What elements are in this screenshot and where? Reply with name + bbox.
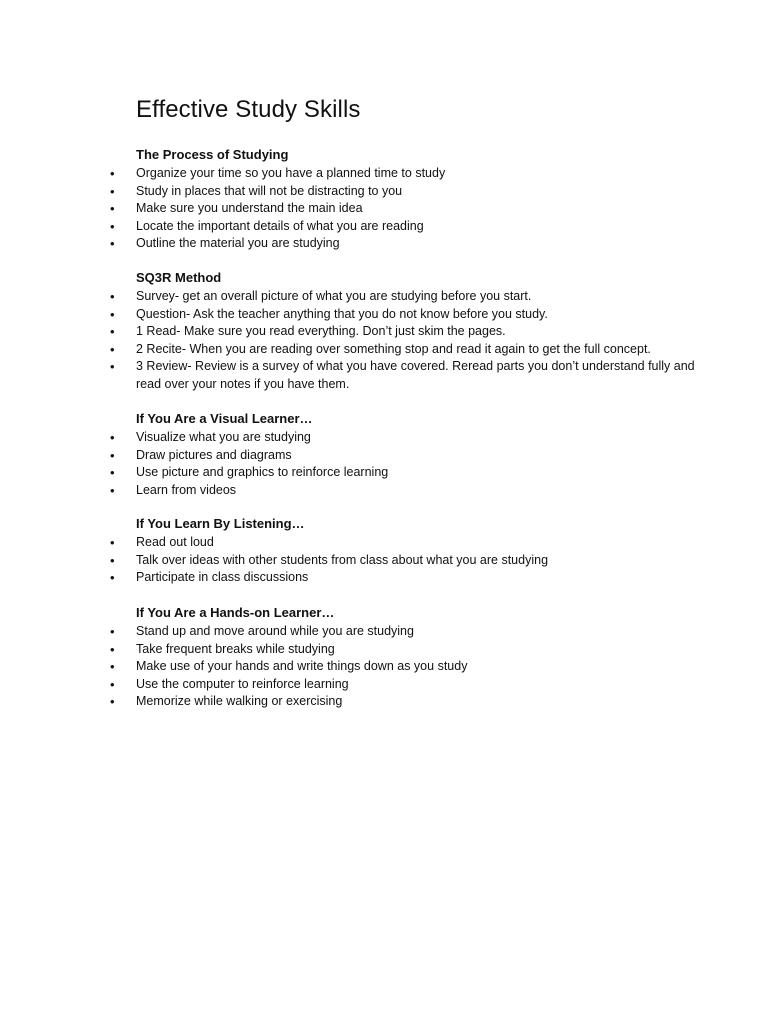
list-item xyxy=(0,288,696,306)
bullet-list xyxy=(0,165,768,253)
bullet-list xyxy=(0,429,768,499)
bullet-icon: • xyxy=(110,552,115,568)
bullet-icon: • xyxy=(110,236,115,251)
section-heading: The Process of Studying xyxy=(136,147,289,162)
bullet-icon: • xyxy=(110,183,115,199)
bullet-icon: • xyxy=(110,624,115,639)
bullet-icon: • xyxy=(110,676,115,692)
list-item-text: Question- Ask the teacher anything that you do not know before you study. xyxy=(136,306,548,321)
list-item xyxy=(0,323,696,341)
section-heading: SQ3R Method xyxy=(136,270,222,285)
list-item-text: Use picture and graphics to reinforce learning xyxy=(136,465,389,479)
section-heading: If You Learn By Listening… xyxy=(136,516,305,531)
list-item xyxy=(0,534,696,552)
bullet-icon: • xyxy=(110,359,115,374)
list-item-text: Visualize what you are studying xyxy=(136,430,311,444)
list-item-text: Learn from videos xyxy=(136,482,237,497)
bullet-icon: • xyxy=(110,482,115,498)
bullet-list xyxy=(0,623,768,711)
list-item xyxy=(0,306,696,324)
bullet-list xyxy=(0,288,768,393)
bullet-icon: • xyxy=(110,201,115,216)
bullet-icon: • xyxy=(110,306,115,322)
list-item xyxy=(0,482,696,500)
list-item xyxy=(0,165,696,183)
bullet-icon: • xyxy=(110,341,115,357)
list-item xyxy=(0,358,696,393)
bullet-icon: • xyxy=(110,447,115,463)
bullet-icon: • xyxy=(110,430,115,445)
bullet-icon: • xyxy=(110,570,115,585)
list-item-text: Stand up and move around while you are studying xyxy=(136,624,414,638)
list-item-text: 1 Read- Make sure you read everything. Don’t just skim the pages. xyxy=(136,324,506,338)
list-item xyxy=(0,183,696,201)
bullet-icon: • xyxy=(110,641,115,657)
list-item-text: Use the computer to reinforce learning xyxy=(136,676,349,691)
bullet-icon: • xyxy=(110,465,115,480)
list-item xyxy=(0,447,696,465)
list-item-text: Take frequent breaks while studying xyxy=(136,641,335,656)
list-item xyxy=(0,464,696,482)
list-item-text: Talk over ideas with other students from class about what you are studying xyxy=(136,552,549,567)
list-item-text: Draw pictures and diagrams xyxy=(136,447,292,462)
list-item xyxy=(0,429,696,447)
list-item xyxy=(0,569,696,587)
bullet-icon: • xyxy=(110,535,115,550)
list-item xyxy=(0,200,696,218)
list-item xyxy=(0,235,696,253)
document-title: Effective Study Skills xyxy=(136,96,361,123)
list-item-text: Make sure you understand the main idea xyxy=(136,201,363,215)
bullet-list xyxy=(0,534,768,587)
list-item-text: Locate the important details of what you are reading xyxy=(136,218,424,233)
list-item-text: Participate in class discussions xyxy=(136,570,309,584)
list-item-text: Memorize while walking or exercising xyxy=(136,694,343,708)
list-item-text: Survey- get an overall picture of what you are studying before you start. xyxy=(136,289,532,303)
list-item-text: Outline the material you are studying xyxy=(136,236,340,250)
list-item xyxy=(0,623,696,641)
section-heading: If You Are a Visual Learner… xyxy=(136,411,313,426)
bullet-icon: • xyxy=(110,166,115,181)
list-item xyxy=(0,641,696,659)
bullet-icon: • xyxy=(110,218,115,234)
section-heading: If You Are a Hands-on Learner… xyxy=(136,605,335,620)
list-item-text: Organize your time so you have a planned time to study xyxy=(136,166,446,180)
bullet-icon: • xyxy=(110,659,115,674)
bullet-icon: • xyxy=(110,289,115,304)
list-item xyxy=(0,552,696,570)
list-item-text: Make use of your hands and write things down as you study xyxy=(136,659,468,673)
list-item xyxy=(0,693,696,711)
list-item xyxy=(0,658,696,676)
bullet-icon: • xyxy=(110,694,115,709)
list-item xyxy=(0,341,696,359)
bullet-icon: • xyxy=(110,324,115,339)
list-item xyxy=(0,218,696,236)
list-item-text: 3 Review- Review is a survey of what you have covered. Reread parts you don’t understand fully and read over your notes if you have them. xyxy=(136,359,695,391)
list-item-text: Study in places that will not be distracting to you xyxy=(136,183,403,198)
list-item-text: 2 Recite- When you are reading over something stop and read it again to get the full concept. xyxy=(136,341,651,356)
list-item-text: Read out loud xyxy=(136,535,214,549)
list-item xyxy=(0,676,696,694)
